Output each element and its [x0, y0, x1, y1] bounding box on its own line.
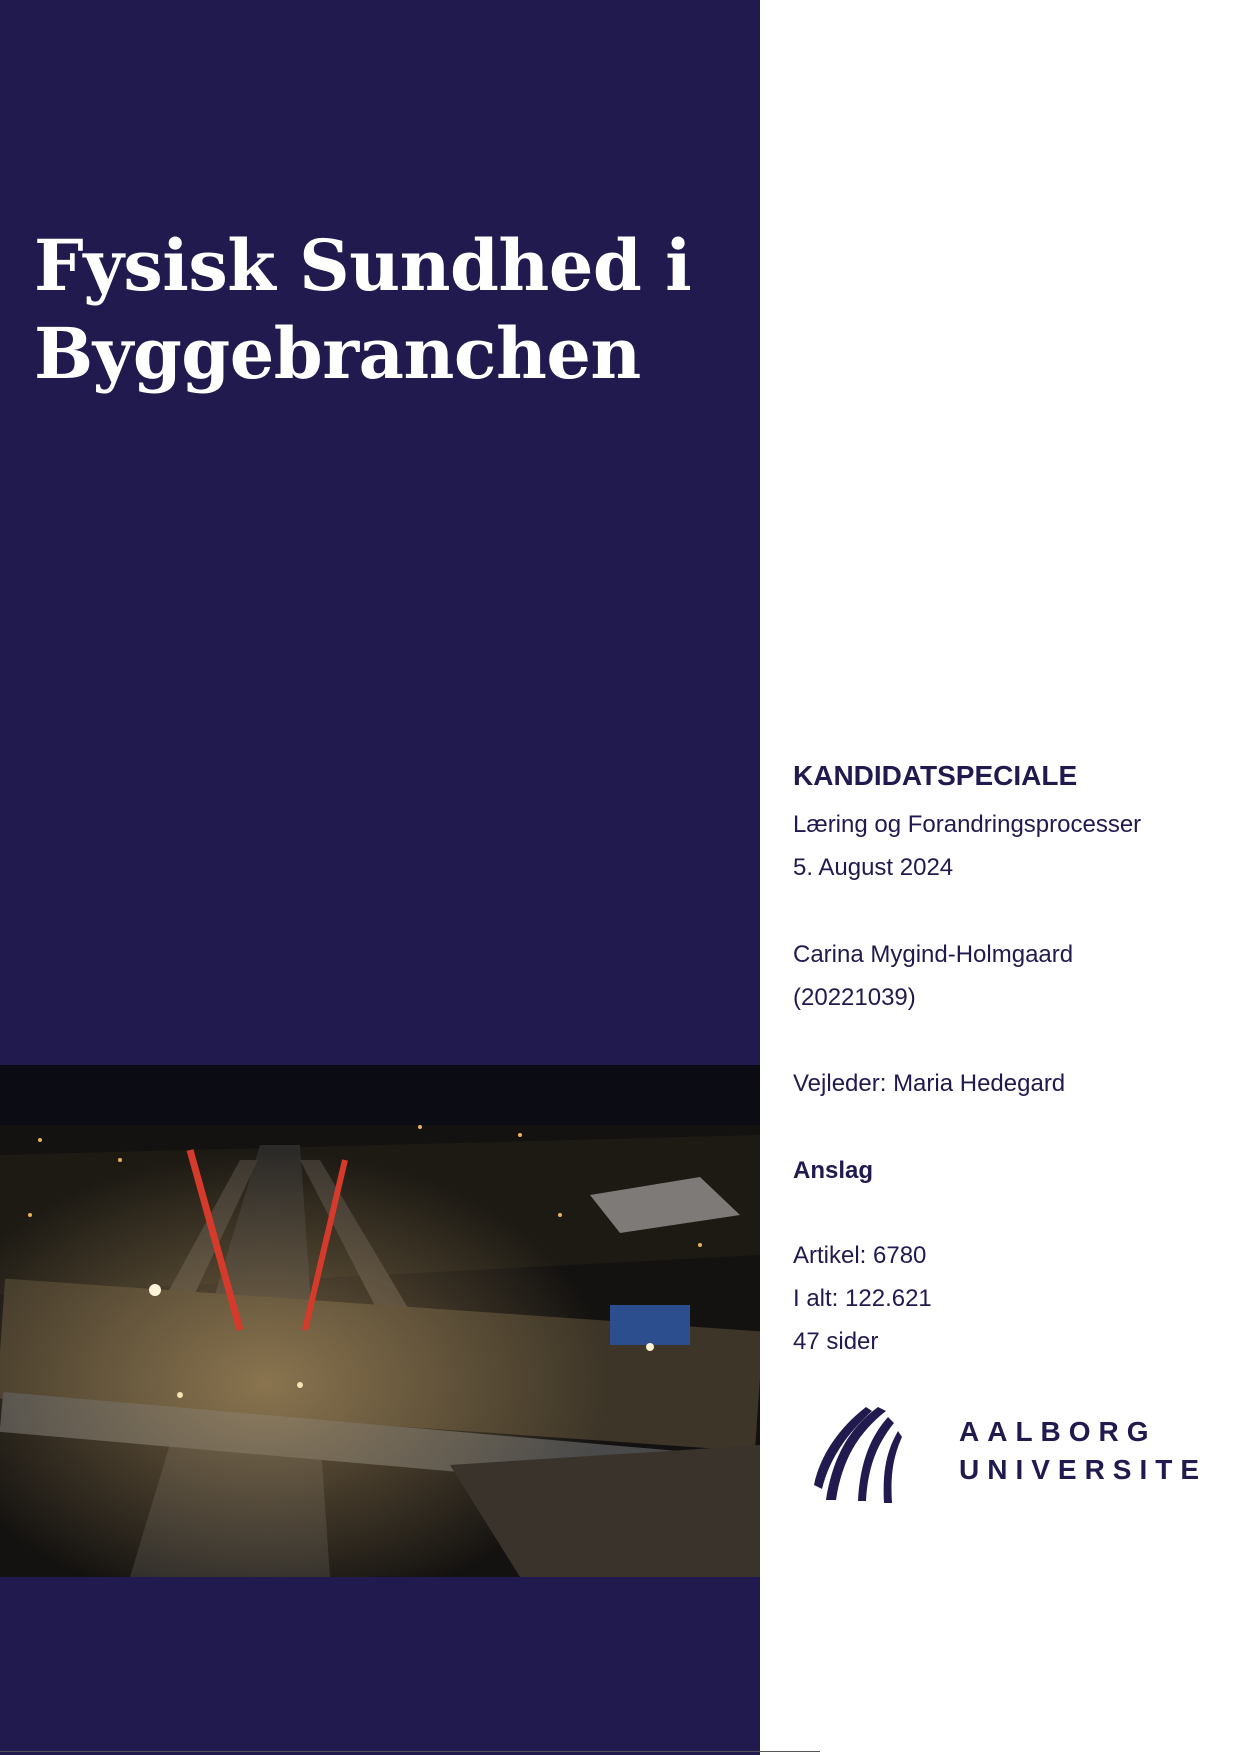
- study-program: Læring og Forandringsprocesser: [793, 811, 1142, 838]
- document-type: KANDIDATSPECIALE: [793, 760, 1078, 791]
- student-number: (20221039): [793, 984, 916, 1011]
- page-bottom-rule: [0, 1751, 820, 1752]
- author-name: Carina Mygind-Holmgaard: [793, 941, 1074, 968]
- supervisor: Vejleder: Maria Hedegard: [793, 1070, 1066, 1097]
- aalborg-university-logo: [806, 1405, 1208, 1505]
- thesis-title: [34, 222, 734, 398]
- page-count: 47 sider: [793, 1328, 879, 1355]
- count-heading: Anslag: [793, 1157, 874, 1184]
- thesis-title-line-1: Fysisk Sundhed i: [34, 224, 692, 307]
- logo-line-2: UNIVERSITE: [959, 1454, 1208, 1485]
- cover-photo: [0, 1065, 760, 1577]
- thesis-title-line-2: Byggebranchen: [34, 312, 641, 395]
- logo-line-1: AALBORG: [959, 1416, 1157, 1447]
- article-count: Artikel: 6780: [793, 1242, 927, 1269]
- aau-wave-icon: [806, 1405, 906, 1505]
- total-count: I alt: 122.621: [793, 1285, 932, 1312]
- construction-night-image: [0, 1065, 760, 1577]
- submission-date: 5. August 2024: [793, 854, 954, 881]
